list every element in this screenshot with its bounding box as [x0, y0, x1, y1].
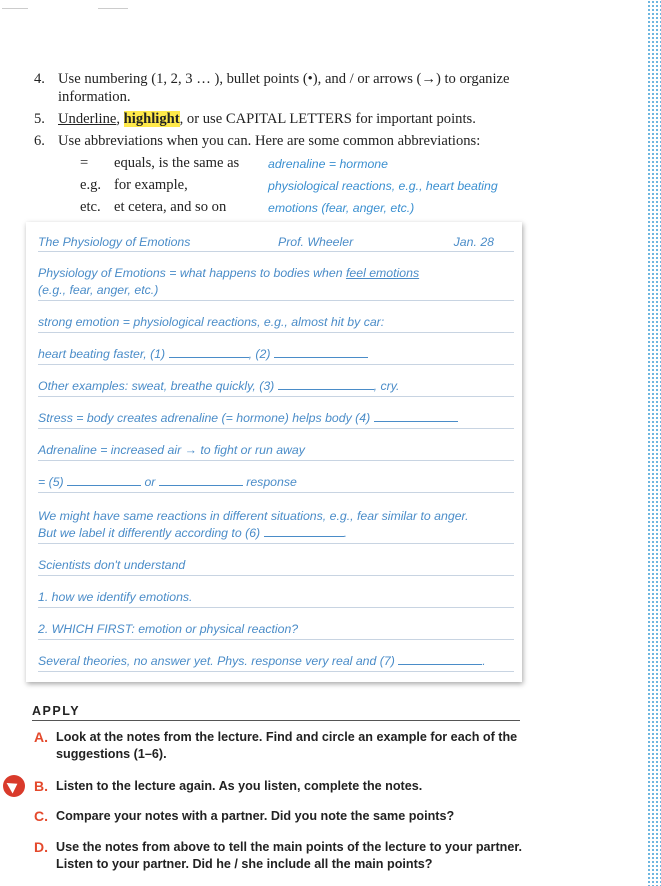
- task-letter: B.: [34, 778, 48, 794]
- note-rule: [38, 428, 514, 429]
- tip-item: [34, 110, 534, 128]
- note-text: heart beating faster, (1): [38, 347, 169, 361]
- task-letter: C.: [34, 808, 48, 824]
- note-text: = (5): [38, 475, 68, 489]
- answer-blank-2[interactable]: [274, 347, 368, 358]
- note-text: .: [343, 526, 347, 540]
- note-rule: [38, 300, 514, 301]
- abbreviation-row: [34, 198, 534, 220]
- abbreviation-list: [34, 154, 534, 220]
- abbreviation: e.g.: [80, 177, 102, 193]
- tip-number: 6.: [34, 133, 45, 149]
- highlight-example: highlight: [123, 111, 180, 127]
- note-line: [38, 654, 514, 668]
- notes-professor: Prof. Wheeler: [278, 235, 354, 249]
- abbreviation-row: [34, 154, 534, 176]
- task-text: Compare your notes with a partner. Did you note the same points?: [56, 809, 455, 823]
- note-line: [38, 266, 514, 280]
- note-rule: [38, 396, 514, 397]
- note-rule: [38, 492, 514, 493]
- note-line: [38, 347, 514, 361]
- tip-item: [34, 70, 534, 106]
- note-line: (e.g., fear, anger, etc.): [38, 283, 159, 297]
- crop-mark: [2, 8, 28, 9]
- note-line: We might have same reactions in different situations, e.g., fear similar to anger.: [38, 509, 469, 523]
- note-text: Several theories, no answer yet. Phys. response very real and (7): [38, 654, 399, 668]
- note-line: [38, 526, 514, 540]
- apply-task-b: [34, 778, 526, 795]
- lecture-notes-card: [26, 222, 522, 682]
- note-taking-tips: [34, 70, 534, 220]
- notes-title: The Physiology of Emotions: [38, 235, 191, 249]
- note-rule: [38, 607, 514, 608]
- note-rule: [38, 639, 514, 640]
- apply-task-d: [34, 839, 526, 873]
- tip-number: 5.: [34, 111, 45, 127]
- tip-text: , or use CAPITAL LETTERS for important points.: [179, 111, 476, 127]
- note-text: .: [482, 654, 486, 668]
- note-text: Stress = body creates adrenaline (= hormone) helps body (4): [38, 411, 374, 425]
- answer-blank-5a[interactable]: [67, 475, 141, 486]
- task-letter: A.: [34, 729, 48, 745]
- abbreviation-example: physiological reactions, e.g., heart beating: [268, 179, 498, 193]
- note-text: response: [242, 475, 297, 489]
- note-line: strong emotion = physiological reactions, e.g., almost hit by car:: [38, 315, 385, 329]
- audio-play-icon[interactable]: [3, 775, 25, 797]
- abbreviation-row: [34, 176, 534, 198]
- note-text: , (2): [248, 347, 274, 361]
- task-text: Use the notes from above to tell the main points of the lecture to your partner. Listen to your partner. Did he / she include all the main points?: [56, 840, 523, 871]
- answer-blank-4[interactable]: [374, 411, 458, 422]
- abbreviation-example: adrenaline = hormone: [268, 157, 388, 171]
- abbreviation-meaning: for example,: [114, 177, 188, 193]
- note-rule: [38, 671, 514, 672]
- note-line: 1. how we identify emotions.: [38, 590, 193, 604]
- task-letter: D.: [34, 839, 48, 855]
- note-rule: [38, 251, 514, 252]
- tip-number: 4.: [34, 71, 45, 87]
- note-rule: [38, 332, 514, 333]
- apply-task-c: [34, 808, 526, 825]
- task-text: Look at the notes from the lecture. Find and circle an example for each of the suggestions (1–6).: [56, 730, 518, 761]
- answer-blank-3[interactable]: [278, 379, 374, 390]
- task-text: Listen to the lecture again. As you listen, complete the notes.: [56, 779, 423, 793]
- abbreviation-meaning: equals, is the same as: [114, 155, 240, 171]
- answer-blank-1[interactable]: [169, 347, 249, 358]
- apply-divider: [32, 720, 520, 721]
- note-text: Physiology of Emotions = what happens to bodies when: [38, 266, 346, 280]
- note-line: [38, 379, 514, 393]
- abbreviation: =: [80, 155, 89, 171]
- note-rule: [38, 543, 514, 544]
- apply-heading: APPLY: [32, 704, 81, 718]
- tip-text: ,: [116, 111, 124, 127]
- answer-blank-6[interactable]: [264, 526, 344, 537]
- tip-text: Use abbreviations when you can. Here are some common abbreviations:: [58, 133, 481, 149]
- note-rule: [38, 575, 514, 576]
- abbreviation-meaning: et cetera, and so on: [114, 199, 227, 215]
- tip-item: [34, 132, 534, 150]
- note-rule: [38, 460, 514, 461]
- notes-date: Jan. 28: [453, 235, 494, 249]
- note-text: Other examples: sweat, breathe quickly, (3): [38, 379, 278, 393]
- page-edge-dot-pattern: [647, 0, 661, 886]
- notes-header: [38, 235, 514, 249]
- note-line: Scientists don't understand: [38, 558, 186, 572]
- note-line: [38, 475, 514, 489]
- underline-example: Underline: [58, 111, 117, 127]
- note-underlined-text: feel emotions: [345, 266, 420, 280]
- apply-task-a: [34, 729, 526, 763]
- answer-blank-7[interactable]: [398, 654, 482, 665]
- note-line: Adrenaline = increased air → to fight or run away: [38, 443, 305, 457]
- abbreviation: etc.: [80, 199, 101, 215]
- note-text: But we label it differently according to (6): [38, 526, 264, 540]
- note-line: [38, 411, 514, 425]
- note-text: or: [141, 475, 159, 489]
- note-line: 2. WHICH FIRST: emotion or physical reaction?: [38, 622, 299, 636]
- answer-blank-5b[interactable]: [159, 475, 243, 486]
- crop-mark: [98, 8, 128, 9]
- abbreviation-example: emotions (fear, anger, etc.): [268, 201, 415, 215]
- note-text: , cry.: [373, 379, 400, 393]
- tip-text: Use numbering (1, 2, 3 … ), bullet points (•), and / or arrows (→) to organize information.: [58, 71, 510, 105]
- note-rule: [38, 364, 514, 365]
